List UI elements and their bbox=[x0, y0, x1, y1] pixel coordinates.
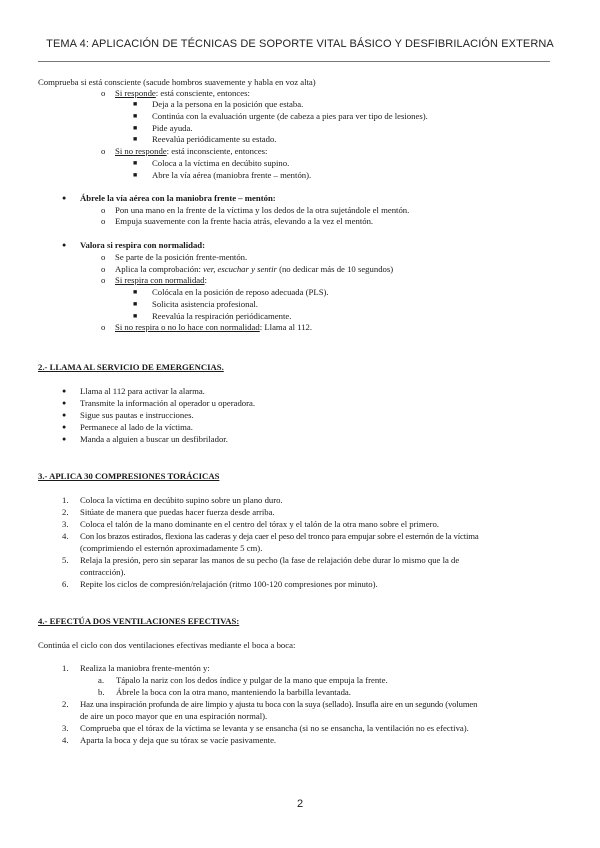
si-responde-rest: : está consciente, entonces: bbox=[155, 88, 250, 98]
circle-bullet-icon: o bbox=[101, 216, 106, 226]
list-item bbox=[115, 275, 207, 286]
si-no-responde-rest: : está inconsciente, entonces: bbox=[166, 146, 268, 156]
list-item: Coloca la víctima en decúbito supino sobre un plano duro. bbox=[80, 495, 283, 505]
list-number: 2. bbox=[62, 699, 69, 709]
square-bullet-icon: ■ bbox=[133, 171, 138, 179]
list-item: Colócala en la posición de reposo adecuada (PLS). bbox=[152, 287, 329, 297]
square-bullet-icon: ■ bbox=[133, 288, 138, 296]
comprobacion-italic: ver, escuchar y sentir bbox=[203, 264, 277, 274]
list-item: Solicita asistencia profesional. bbox=[152, 299, 258, 309]
list-item: Aparta la boca y deja que su tórax se vacíe pasivamente. bbox=[80, 735, 277, 745]
disc-bullet-icon: ● bbox=[62, 423, 67, 431]
list-number: 1. bbox=[62, 663, 69, 673]
square-bullet-icon: ■ bbox=[133, 300, 138, 308]
circle-bullet-icon: o bbox=[101, 88, 106, 98]
si-no-respira-rest: : Llama al 112. bbox=[259, 322, 313, 332]
square-bullet-icon: ■ bbox=[133, 159, 138, 167]
section-4-intro: Continúa el ciclo con dos ventilaciones efectivas mediante el boca a boca: bbox=[38, 640, 296, 650]
list-item bbox=[115, 264, 393, 275]
si-no-responde-label: Si no responde bbox=[115, 146, 167, 156]
si-responde-line bbox=[115, 88, 250, 99]
list-item: Deja a la persona en la posición que estaba. bbox=[152, 99, 304, 109]
comprobacion-text: Aplica la comprobación: bbox=[115, 264, 204, 274]
circle-bullet-icon: o bbox=[101, 252, 106, 262]
circle-bullet-icon: o bbox=[101, 275, 106, 285]
list-item: Comprueba que el tórax de la víctima se levanta y se ensancha (si no se ensancha, la ventilación no es efectiva). bbox=[80, 723, 469, 733]
list-item: Reevalúa la respiración periódicamente. bbox=[152, 311, 292, 321]
square-bullet-icon: ■ bbox=[133, 312, 138, 320]
page-header: TEMA 4: APLICACIÓN DE TÉCNICAS DE SOPORTE VITAL BÁSICO Y DESFIBRILACIÓN EXTERNA bbox=[46, 38, 554, 50]
circle-bullet-icon: o bbox=[101, 146, 106, 156]
si-respira-label: Si respira con normalidad bbox=[115, 275, 205, 285]
list-item: Realiza la maniobra frente-mentón y: bbox=[80, 663, 210, 673]
circle-bullet-icon: o bbox=[101, 322, 106, 332]
section-2-heading: 2.- LLAMA AL SERVICIO DE EMERGENCIAS. bbox=[38, 362, 224, 372]
circle-bullet-icon: o bbox=[101, 264, 106, 274]
square-bullet-icon: ■ bbox=[133, 135, 138, 143]
list-item: Llama al 112 para activar la alarma. bbox=[80, 386, 205, 396]
disc-bullet-icon: ● bbox=[62, 387, 67, 395]
list-number: 5. bbox=[62, 555, 69, 565]
section-3-heading: 3.- APLICA 30 COMPRESIONES TORÁCICAS bbox=[38, 471, 220, 481]
disc-bullet-icon: ● bbox=[62, 241, 67, 249]
list-number: 6. bbox=[62, 579, 69, 589]
list-item: Transmite la información al operador u operadora. bbox=[80, 398, 256, 408]
list-item: Empuja suavemente con la frente hacia atrás, elevando a la vez el mentón. bbox=[115, 216, 374, 226]
disc-bullet-icon: ● bbox=[62, 435, 67, 443]
list-item: Permanece al lado de la víctima. bbox=[80, 422, 193, 432]
intro-text: Comprueba si está consciente (sacude hombros suavemente y habla en voz alta) bbox=[38, 77, 316, 87]
square-bullet-icon: ■ bbox=[133, 124, 138, 132]
page-number: 2 bbox=[296, 798, 304, 810]
disc-bullet-icon: ● bbox=[62, 411, 67, 419]
list-number: 3. bbox=[62, 723, 69, 733]
list-item: Pon una mano en la frente de la víctima y los dedos de la otra sujetándole el mentón. bbox=[115, 205, 410, 215]
list-item: Tápalo la nariz con los dedos índice y pulgar de la mano que empuja la frente. bbox=[116, 675, 388, 685]
list-number: 4. bbox=[62, 735, 69, 745]
list-item: Relaja la presión, pero sin separar las manos de su pecho (la fase de relajación debe durar lo mismo que la de bbox=[80, 555, 460, 565]
list-item: Manda a alguien a buscar un desfibrilador. bbox=[80, 434, 228, 444]
list-number: 3. bbox=[62, 519, 69, 529]
list-item: Pide ayuda. bbox=[152, 123, 193, 133]
list-item: Abre la vía aérea (maniobra frente – mentón). bbox=[152, 170, 312, 180]
list-item-continued: (comprimiendo el esternón aproximadamente 5 cm). bbox=[80, 543, 263, 553]
circle-bullet-icon: o bbox=[101, 205, 106, 215]
section-4-heading: 4.- EFECTÚA DOS VENTILACIONES EFECTIVAS: bbox=[38, 616, 240, 626]
si-no-respira-label: Si no respira o no lo hace con normalidad bbox=[115, 322, 260, 332]
si-responde-label: Si responde bbox=[115, 88, 156, 98]
list-item-continued: de aire un poco mayor que en una espiración normal). bbox=[80, 711, 268, 721]
disc-bullet-icon: ● bbox=[62, 194, 67, 202]
list-number: 1. bbox=[62, 495, 69, 505]
si-respira-rest: : bbox=[204, 275, 207, 285]
comprobacion-rest: (no dedicar más de 10 segundos) bbox=[276, 264, 394, 274]
list-letter: a. bbox=[98, 675, 105, 685]
disc-bullet-icon: ● bbox=[62, 399, 67, 407]
list-item: Coloca a la víctima en decúbito supino. bbox=[152, 158, 290, 168]
list-item: Repite los ciclos de compresión/relajación (ritmo 100-120 compresiones por minuto). bbox=[80, 579, 378, 589]
list-item: Con los brazos estirados, flexiona las caderas y deja caer el peso del tronco para empujar sobre el esternón de la víctima bbox=[80, 531, 479, 541]
si-no-responde-line bbox=[115, 146, 267, 157]
list-item: Sitúate de manera que puedas hacer fuerza desde arriba. bbox=[80, 507, 275, 517]
list-letter: b. bbox=[98, 687, 105, 697]
list-item: Haz una inspiración profunda de aire limpio y ajusta tu boca con la suya (sellado). Insufla aire en un segundo (volumen bbox=[80, 699, 478, 709]
list-item: Continúa con la evaluación urgente (de cabeza a pies para ver tipo de lesiones). bbox=[152, 111, 428, 121]
list-number: 2. bbox=[62, 507, 69, 517]
list-item: Sigue sus pautas e instrucciones. bbox=[80, 410, 194, 420]
list-number: 4. bbox=[62, 531, 69, 541]
list-item-continued: contracción). bbox=[80, 567, 126, 577]
via-aerea-title: Ábrele la vía aérea con la maniobra frente – mentón: bbox=[80, 193, 276, 203]
list-item: Se parte de la posición frente-mentón. bbox=[115, 252, 248, 262]
list-item: Coloca el talón de la mano dominante en el centro del tórax y el talón de la otra mano sobre el primero. bbox=[80, 519, 439, 529]
list-item: Ábrele la boca con la otra mano, manteniendo la barbilla levantada. bbox=[116, 687, 351, 697]
respira-title: Valora si respira con normalidad: bbox=[80, 240, 206, 250]
list-item bbox=[115, 322, 312, 333]
header-divider bbox=[38, 61, 550, 62]
square-bullet-icon: ■ bbox=[133, 100, 138, 108]
square-bullet-icon: ■ bbox=[133, 112, 138, 120]
list-item: Reevalúa periódicamente su estado. bbox=[152, 134, 277, 144]
